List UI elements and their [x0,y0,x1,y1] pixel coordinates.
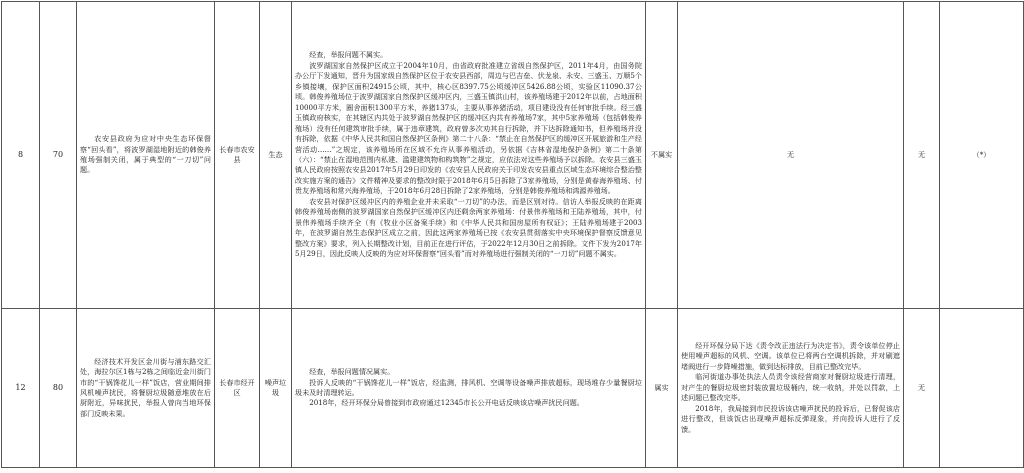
findings-paragraph: 经查，举报问题情况属实。 [309,367,395,377]
district-cell: 长春市农安县 [215,2,260,309]
handling-paragraph: 临河街道办事处执法人员责令该经营商家对餐厨垃圾进行清理，对产生的餐厨垃圾密封装放置垃圾桶内，统一收纳，并处以罚款，上述问题已整改完毕。 [681,372,900,403]
findings-paragraph: 2018年，经开环保分局曾接到市政府通过12345市长公开电话反映该店噪声扰民问题。 [309,398,584,408]
batch-number: 70 [40,2,77,309]
findings-paragraph: 波罗湖国家自然保护区成立于2004年10月，由省政府批准建立省级自然保护区，2011年4月，由国务院办公厅下发通知，晋升为国家级自然保护区位于农安县西部，周边与巴吉垒、伏龙泉、永安、三盛玉、万顺5个乡镇接壤，保护区面积24915公顷，其中，核心区8397.75公顷缓冲区5426.88公顷，实验区11090.37公顷。韩俊养殖场位于波罗湖国家自然保护区缓冲区内，三盛玉镇洪山村，该养殖场建于2012年以前，占地面积10000平方米，圈舍面积1300平方米，养猪137头，主要从事养猪活动，项目建设没有任何审批手续。经三盛玉镇政府核实，在其辖区内共处于波罗湖自然保护区的缓冲区内共有养殖场7家，其中5家养殖场（包括韩俊养殖场）没有任何建筑审批手续，属于违章建筑，政府曾多次劝其自行拆除，并下达拆除通知书，但养殖场并没有拆除，依据《中华人民共和国自然保护区条例》第二十八条：“禁止在自然保护区的缓冲区开展旅游和生产经营活动……”之规定，该养殖场所在区域不允许从事养殖活动，另依据《吉林省湿地保护条例》第二十条第（六）：“禁止在湿地范围内私建、滥建建筑物和构筑物”之规定，应依法对这些养殖场予以拆除。农安县三盛玉镇人民政府按照农安县2017年5月29日印发的《农安县人民政府关于印发农安县重点区域生态环境综合整治整改实施方案的通告》文件精神及要求的整改时限于2018年6月5日拆除了3家养殖场，分别是黄春海养殖场、付贵友养殖场和常兴海养殖场，于2018年6月28日拆除了2家养殖场，分别是韩俊养殖场和鸿源养殖场。 [295,60,642,196]
note-cell: （*） [940,2,1024,309]
note-cell [940,309,1024,468]
complaint-text: 经济技术开发区金川街与浦东路交汇处，海拉尔区1栋与2栋之间临近金川街门市的“干锅馋花儿一样”饭店，营业期间排风机噪声扰民，将餐厨垃圾随意堆放在后厨附近，异味扰民，举报人曾向当地环保部门反映未果。 [80,356,211,418]
accountability-cell: 无 [904,309,940,468]
complaint-cell [77,309,215,468]
table-row [2,2,1024,309]
findings-paragraph: 经查，举报问题不属实。 [309,50,388,60]
findings-cell [292,309,646,468]
row-index: 12 [2,309,40,468]
findings-paragraph: 投诉人反映的“干锅馋花儿一样”饭店，经监测，排风机、空调等设备噪声排放超标，现场堆存少量餐厨垃圾未及时清理转运。 [295,377,642,397]
row-index: 8 [2,2,40,309]
findings-paragraph: 农安县对保护区缓冲区内的养殖企业并未采取“一刀切”的办法，而是区别对待。信访人举报反映的在距离韩俊养殖场南侧的波罗湖国家自然保护区缓冲区内还剩余两家养殖场：付景伟养殖场和王陆养殖场，其中，付景伟养殖场手续齐全（有《牧业小区备案手续》和《中华人民共和国房屋所有权证》；王陆养殖场建于2003年，在波罗湖自然生态保护区成立之前，因此这两家养殖场已按《农安县贯彻落实中央环境保护督察反馈意见整改方案》要求，列入长期整改计划，目前正在进行评估，于2022年12月30日之前拆除。文件下发为2017年5月29日，因此反映人反映的为应对环保督察“回头看”而对养殖场进行强制关闭的“一刀切”问题不属实。 [295,196,642,259]
complaint-text: 农安县政府为应对中央生态环保督察“回头看”，将波罗湖湿地附近的韩俊养殖场强制关闭，属于典型的“一刀切”问题。 [80,134,211,175]
batch-number: 80 [40,309,77,468]
category-cell: 生态 [260,2,292,309]
accountability-cell: 无 [904,2,940,309]
category-cell: 噪声垃圾 [260,309,292,468]
inspection-table [1,1,1024,468]
complaint-cell [77,2,215,309]
verdict-cell: 不属实 [646,2,678,309]
district-cell: 长春市经开区 [215,309,260,468]
handling-paragraph: 经开环保分局下达《责令改正违法行为决定书》，责令该单位停止使用噪声超标的风机、空调。该单位已将两台空调机拆除，并对刷遮堵阀进行一步降噪措施，做到达标排放，目前已整改完毕。 [681,340,900,371]
handling-cell [678,309,904,468]
handling-cell: 无 [678,2,904,309]
table-row [2,309,1024,468]
verdict-cell: 属实 [646,309,678,468]
handling-paragraph: 2018年，我局接到市民投诉该店噪声扰民的投诉后，已督促该店进行整改，但该饭店出现噪声超标反弹现象，并向投诉人进行了反馈。 [681,403,900,434]
findings-cell [292,2,646,309]
